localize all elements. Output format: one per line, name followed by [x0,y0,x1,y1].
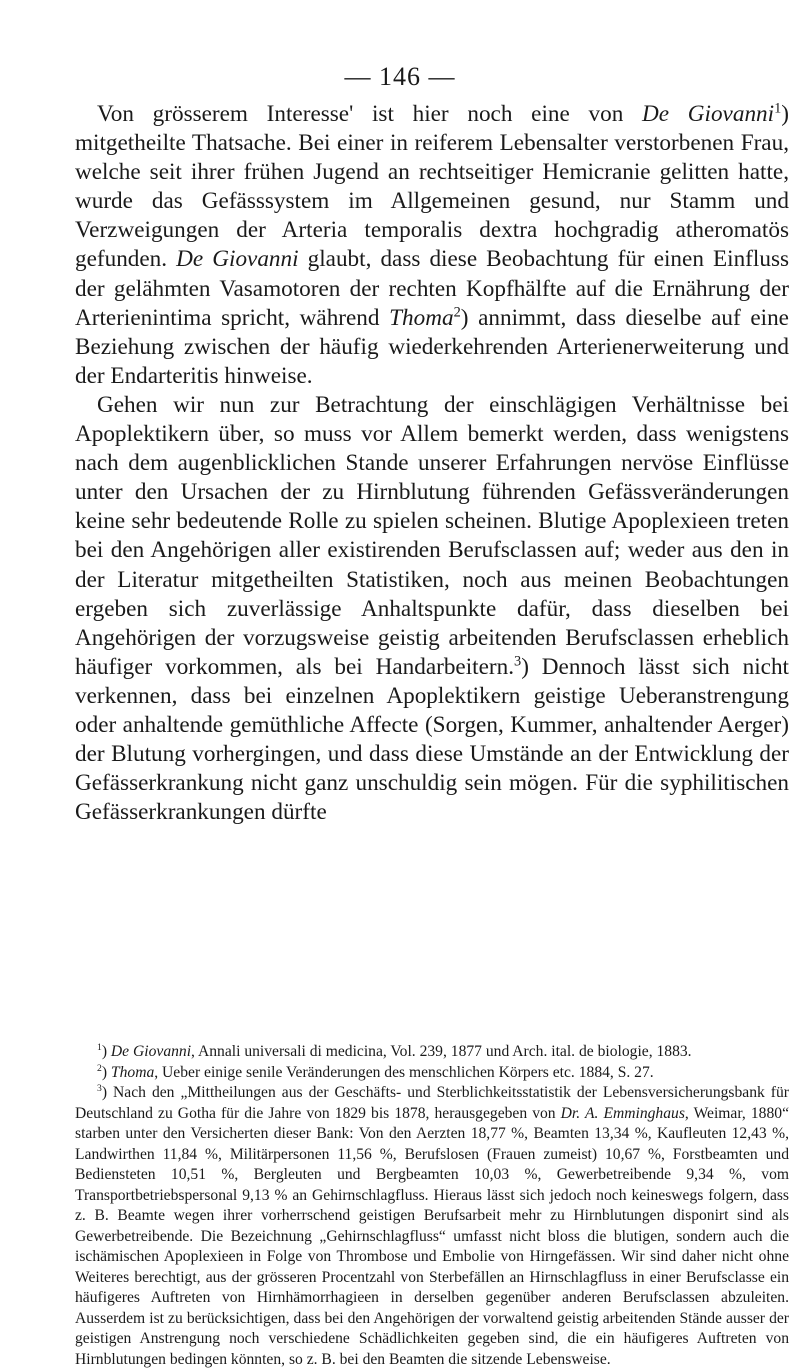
paragraph-1-text-a: Von grösserem Interesse' ist hier noch eine von [97,101,643,127]
footnote-2: $^2$) Thoma, Ueber einige senile Veränderungen des menschlichen Körpers etc. 1884, S. 27. [97,1062,654,1081]
paragraph-1-text-b: ) mitgetheilte Thatsache. Bei einer in reiferem Lebensalter verstorbenen Frau, welche seit ihrer frühen Jugend an rechtseitiger Hemicranie gelitten hatte, wurde das Gefässsystem im Allgemeinen gesund, nur Stamm und Verzweigungen der Arteria temporalis dextra hochgradig atheromatös gefunden. [75,101,789,273]
paragraph-2 [75,391,789,827]
paragraph-1-text-c: glaubt, dass diese Beobachtung für einen Einfluss der gelähmten Vasamotoren der rechten Kopfhälfte auf die Ernährung der Arterienintima spricht, während [75,246,789,331]
footnote-1: $^1$) De Giovanni, Annali universali di medicina, Vol. 239, 1877 und Arch. ital. de biologie, 1883. [97,1041,692,1060]
footnote-3-author: Dr. A. Emminghaus [560,1104,685,1122]
footnote-ref-3: 3 [514,653,522,670]
footnote-2-mark: 2 [97,1062,102,1074]
paragraph-2-text-a: Gehen wir nun zur Betrachtung der einschlägigen Verhältnisse bei Apoplektikern über, so muss vor Allem bemerkt werden, dass wenigstens nach dem augenblicklichen Stande unserer Erfahrungen nervöse Einflüsse unter den Ursachen der zu Hirnblutung führenden Gefässveränderungen keine sehr bedeutende Rolle zu spielen scheinen. Blutige Apoplexieen treten bei den Angehörigen aller existirenden Berufsclassen auf; weder aus den in der Literatur mitgetheilten Statistiken, noch aus meinen Beobachtungen ergeben sich zuverlässige Anhaltspunkte dafür, dass dieselben bei Angehörigen der vorzugsweise geistig arbeitenden Berufsclassen erheblich häufiger vorkommen, als bei Handarbeitern. [75,391,789,680]
footnote-ref-2: 2 [453,303,461,320]
paragraph-1 [75,100,789,391]
footnote-3-text-a: ) Nach den „Mittheilungen aus der Geschäfts- und Sterblichkeitsstatistik der Lebensversicherungsbank für Deutschland zu Gotha für die Jahre von 1829 bis 1878, herausgegeben von [75,1084,789,1122]
author-thoma: Thoma [389,304,454,331]
main-text [75,100,789,827]
paragraph-1-text-d: ) annimmt, dass dieselbe auf eine Beziehung zwischen der häufig wiederkehrenden Arterienerweiterung und der Endarteritis hinweise. [75,304,789,389]
footnote-3 [75,1083,789,1370]
footnote-3-mark: 3 [97,1082,102,1094]
footnotes [75,1042,789,1370]
page-number: — 146 — [344,62,456,91]
footnote-ref-1: 1 [774,100,782,117]
footnote-1-author: De Giovanni [110,1043,192,1060]
footnote-3-text-b: , Weimar, 1880“ starben unter den Versicherten dieser Bank: Von den Aerzten 18,77 %, Beamten 13,34 %, Kaufleuten 12,43 %, Landwirthen 11,84 %, Militärpersonen 11,56 %, Berufslosen (Frauen zumeist) 10,67 %, Forstbeamten und Bediensteten 10,51 %, Bergleuten und Bergbeamten 10,03 %, Gewerbetreibende 9,34 %, vom Transportbetriebspersonal 9,13 % an Gehirnschlagfluss. Hieraus lässt sich jedoch noch keineswegs folgern, dass z. B. Beamte wegen ihrer vorherrschend geistigen Berufsarbeit mehr zu Hirnblutungen disponirt sind als Gewerbetreibende. Die Bezeichnung „Gehirnschlagfluss“ umfasst nicht bloss die blutigen, sondern auch die ischämischen Apoplexieen in Folge von Thrombose und Embolie von Hirngefässen. Wir sind daher nicht ohne Weiteres berechtigt, aus der grösseren Procentzahl von Sterbefällen an Hirnschlagfluss in einer Berufsclasse ein häufigeres Auftreten von Hirnhämorrhagieen in derselben gegenüber anderen Berufsclassen abzuleiten. Ausserdem ist zu berücksichtigen, dass bei den Angehörigen der vorwaltend geistig arbeitenden Stände ausser der geistigen Anstrengung noch verschiedene Schädlichkeiten gegeben sind, die ein häufigeres Auftreten von Hirnblutungen bedingen könnten, so z. B. bei den Beamten die sitzende Lebensweise. [75,1104,789,1368]
author-de-giovanni: De Giovanni [642,101,775,127]
author-de-giovanni-2: De Giovanni [176,246,299,273]
paragraph-2-text-b: ) Dennoch lässt sich nicht verkennen, dass bei einzelnen Apoplektikern geistige Ueberanstrengung oder anhaltende gemüthliche Affecte (Sorgen, Kummer, anhaltender Aerger) der Blutung vorhergingen, und dass diese Umstände an der Entwicklung der Gefässerkrankung nicht ganz unschuldig sein mögen. Für die syphilitischen Gefässerkrankungen dürfte [75,653,789,826]
footnote-2-text: , Ueber einige senile Veränderungen des menschlichen Körpers etc. 1884, S. 27. [154,1063,654,1081]
footnote-2-author: Thoma [110,1063,155,1081]
footnote-1-text: , Annali universali di medicina, Vol. 239, 1877 und Arch. ital. de biologie, 1883. [191,1043,692,1060]
footnote-1-mark: 1 [97,1041,102,1053]
